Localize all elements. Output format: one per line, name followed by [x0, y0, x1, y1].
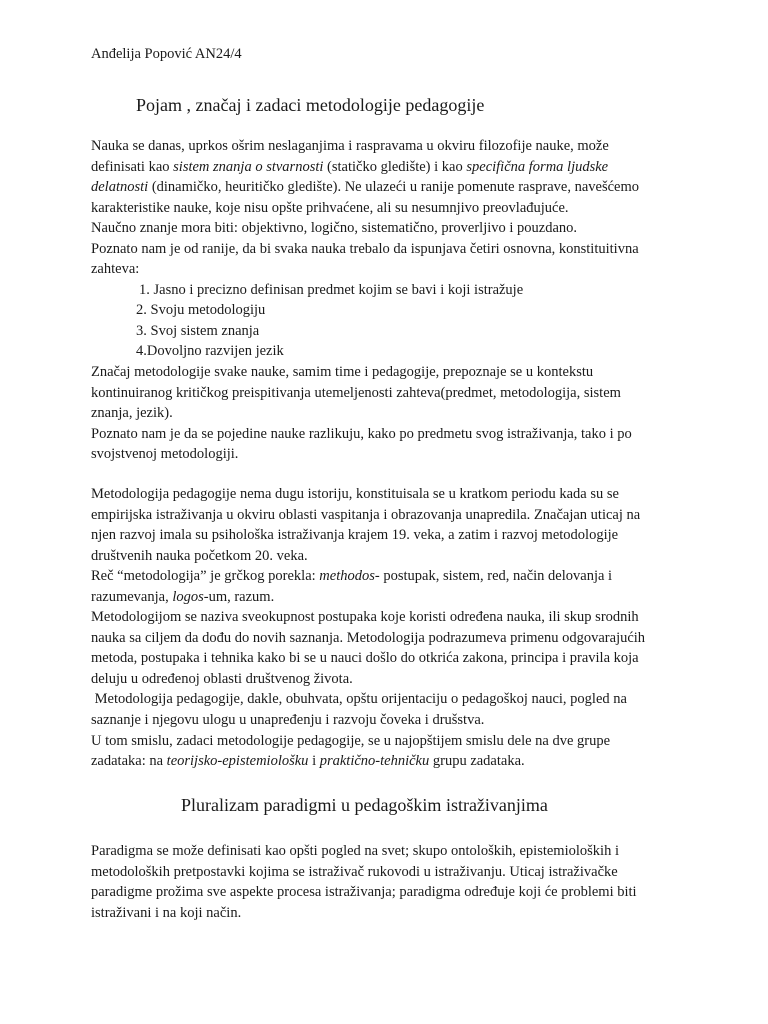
paragraph-line: saznanje i njegovu ulogu u unapređenju i razvoju čoveka i drušstva. — [91, 712, 485, 729]
section-1-body — [91, 136, 673, 465]
emphasis-text: praktično-tehničku — [319, 753, 430, 770]
section-heading-1: Pojam , značaj i zadaci metodologije pedagogije — [136, 95, 485, 115]
text-span: (statičko gledište) i kao — [323, 158, 467, 175]
paragraph-line: nauka sa ciljem da dođu do novih saznanja. Metodologija podrazumeva primenu odgovarajućih — [91, 629, 646, 646]
emphasis-text: methodos — [319, 568, 375, 585]
text-span: zadataka: na — [91, 753, 167, 770]
emphasis-text: sistem znanja o stvarnosti — [173, 158, 324, 175]
author-line: Anđelija Popović AN24/4 — [91, 46, 242, 62]
paragraph-line: U tom smislu, zadaci metodologije pedagogije, se u najopštijem smislu dele na dve grupe — [91, 732, 611, 749]
text-span: - postupak, sistem, red, način delovanja i — [374, 568, 613, 585]
paragraph-line: karakteristike nauke, koje nisu opšte prihvaćene, ali su nesumnjivo preovlađujuće. — [91, 199, 569, 216]
list-item: 2. Svoju metodologiju — [136, 302, 266, 319]
paragraph-line: Nauka se danas, uprkos ošrim neslaganjima i raspravama u okviru filozofije nauke, može — [91, 138, 609, 154]
paragraph-line — [91, 566, 673, 587]
section-2-body — [91, 484, 673, 772]
text-span: definisati kao — [91, 158, 174, 175]
paragraph-line: Metodologija pedagogije nema dugu istoriju, konstituisala se u kratkom periodu kada su se — [91, 486, 619, 502]
paragraph-line: Značaj metodologije svake nauke, samim time i pedagogije, prepoznaje se u kontekstu — [91, 364, 594, 381]
paragraph-line: Paradigma se može definisati kao opšti pogled na svet; skupo ontoloških, epistemioloških i — [91, 843, 619, 859]
paragraph-line: Poznato nam je od ranije, da bi svaka nauka trebalo da ispunjava četiri osnovna, konstituitivna — [91, 240, 639, 257]
paragraph-line: društvenih nauka početkom 20. veka. — [91, 547, 308, 564]
list-item: 3. Svoj sistem znanja — [136, 322, 260, 339]
paragraph-line: kontinuiranog kritičkog preispitivanja utemeljenosti zahteva(predmet, metodologija, sistem — [91, 384, 621, 401]
paragraph-line: metodoloških pretpostavki kojima se istraživač rukovodi u istraživanju. Uticaj istraživačke — [91, 863, 618, 880]
paragraph-line — [91, 157, 673, 178]
paragraph-line — [91, 177, 673, 198]
list-item: 4.Dovoljno razvijen jezik — [136, 343, 284, 360]
emphasis-text: specifična forma ljudske — [466, 158, 609, 175]
paragraph-line: metoda, postupaka i tehnika kako bi se u nauci došlo do otkrića zakona, principa i pravila koja — [91, 650, 639, 667]
emphasis-text: teorijsko-epistemiološku — [166, 753, 309, 770]
text-span: razumevanja, — [91, 588, 173, 605]
paragraph-line: Naučno znanje mora biti: objektivno, logično, sistematično, proverljivo i pouzdano. — [91, 220, 578, 237]
paragraph-line: znanja, jezik). — [91, 405, 173, 422]
paragraph-line: zahteva: — [91, 261, 140, 278]
text-span: Reč “metodologija” je grčkog porekla: — [91, 568, 320, 585]
text-span: grupu zadataka. — [429, 753, 525, 770]
paragraph-line: paradigme prožima sve aspekte procesa istraživanja; paradigma određuje koji će problemi biti — [91, 884, 637, 901]
emphasis-text: delatnosti — [91, 179, 149, 196]
list-item: 1. Jasno i precizno definisan predmet kojim se bavi i koji istražuje — [139, 281, 524, 298]
paragraph-line: svojstvenoj metodologiji. — [91, 446, 239, 463]
paragraph-line: Metodologijom se naziva sveokupnost postupaka koje koristi određena nauka, ili skup srodnih — [91, 609, 639, 626]
emphasis-text: logos — [172, 588, 204, 605]
text-span: -um, razum. — [203, 588, 275, 605]
section-3-body — [91, 841, 673, 923]
paragraph-line: empirijska istraživanja u okviru oblasti vaspitanja i obrazovanja unapredila. Značajan uticaj na — [91, 506, 641, 523]
paragraph-line: Metodologija pedagogije, dakle, obuhvata, opštu orijentaciju o pedagoškoj nauci, pogled na — [91, 691, 627, 708]
paragraph-line: Poznato nam je da se pojedine nauke razlikuju, kako po predmetu svog istraživanja, tako i po — [91, 425, 632, 442]
section-heading-2: Pluralizam paradigmi u pedagoškim istraživanjima — [181, 795, 548, 815]
paragraph-line: istraživani i na koji način. — [91, 904, 242, 921]
text-span: i — [308, 753, 320, 770]
paragraph-line — [91, 587, 673, 608]
paragraph-line — [91, 751, 673, 772]
paragraph-line: deluju u određenoj oblasti društvenog života. — [91, 670, 353, 687]
paragraph-line: njen razvoj imala su psihološka istraživanja krajem 19. veka, a zatim i razvoj metodologije — [91, 527, 619, 544]
text-span: (dinamičko, heuritičko gledište). Ne ulazeći u ranije pomenute rasprave, navešćemo — [148, 179, 639, 196]
